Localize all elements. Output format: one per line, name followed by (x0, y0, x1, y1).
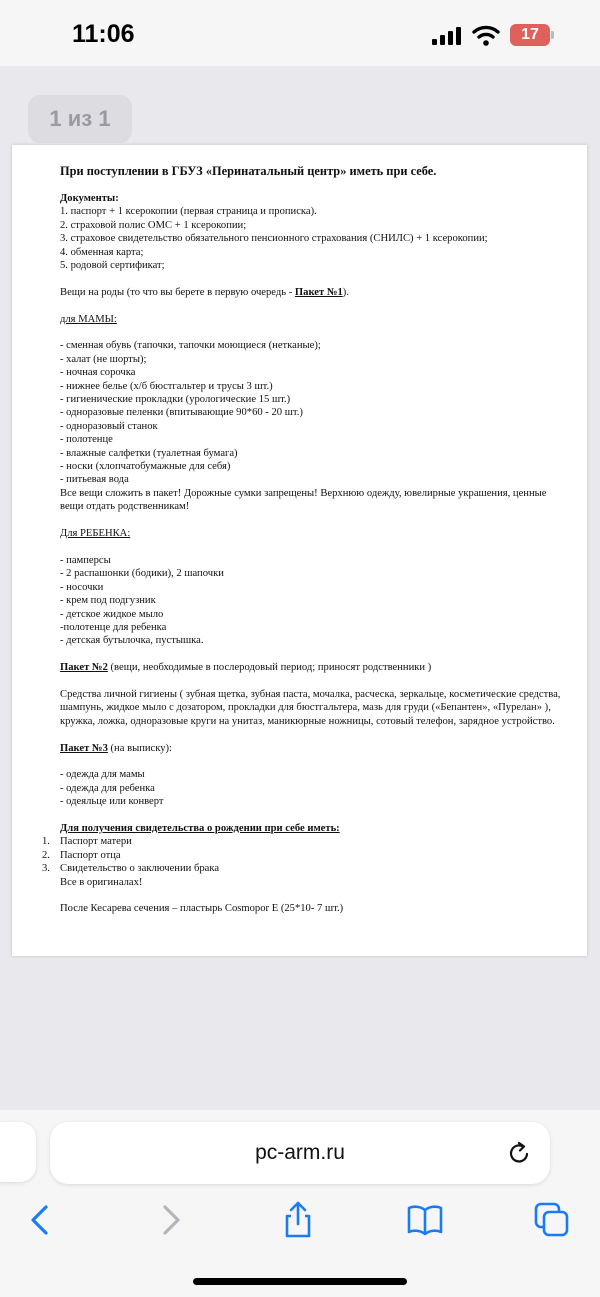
list-item: - крем под подгузник (60, 595, 156, 607)
list-item: - одежда для ребенка (60, 782, 155, 794)
list-item: - носочки (60, 581, 104, 593)
list-item: 1. паспорт + 1 ксерокопии (первая страница и прописка). (60, 206, 317, 218)
document-page (12, 145, 587, 956)
package1-intro: Вещи на роды (то что вы берете в первую очередь - (60, 286, 295, 298)
list-item: - халат (не шорты); (60, 353, 147, 365)
status-time: 11:06 (72, 20, 135, 48)
package1-line (60, 286, 570, 299)
package2-text: (вещи, необходимые в послеродовый период; приносят родственники ) (107, 662, 432, 674)
package1-label: Пакет №1 (294, 286, 343, 298)
list-item: 2. страховой полис ОМС + 1 ксерокопии; (60, 219, 247, 231)
list-item: - нижнее белье (х/б бюстгальтер и трусы 3 шт.) (60, 380, 273, 392)
cert-heading: Для получения свидетельства о рождении при себе иметь: (60, 822, 340, 834)
list-item: - полотенце (60, 434, 113, 446)
reload-icon[interactable] (505, 1139, 533, 1167)
list-item: - одноразовые пеленки (впитывающие 90*60 - 20 шт.) (60, 407, 303, 419)
hygiene-text: Средства личной гигиены ( зубная щетка, зубная паста, мочалка, расческа, зеркальце, косметические средства, шампунь, жидкое мыло с дозатором, прокладки для бюстгальтера, мазь для груди («Бепантен», «Пурелан» ), кружка, ложка, одноразовые круги на унитаз, маникюрные ножницы, сотовый телефон, зарядное устройство. (60, 688, 561, 727)
battery-level: 17 (510, 24, 550, 46)
list-item: 1. Паспорт матери (42, 836, 132, 848)
list-item: - гигиенические прокладки (урологические 15 шт.) (60, 394, 291, 406)
list-item: -полотенце для ребенка (60, 621, 167, 633)
package3-text: (на выписку): (107, 742, 172, 754)
list-item: - одежда для мамы (60, 769, 145, 781)
cesarean-note: После Кесарева сечения – пластырь Cosmopor E (25*10- 7 шт.) (60, 903, 344, 915)
home-indicator (193, 1278, 407, 1285)
list-item: - памперсы (60, 554, 111, 566)
list-item: - детская бутылочка, пустышка. (60, 635, 204, 647)
bookmarks-icon[interactable] (405, 1200, 445, 1240)
list-item: - одноразовый станок (60, 420, 158, 432)
package1-tail: ). (342, 286, 349, 298)
back-icon[interactable] (20, 1200, 60, 1240)
list-item: - ночная сорочка (60, 367, 136, 379)
previous-tab-address-bar[interactable] (0, 1122, 36, 1182)
cellular-signal-icon (432, 27, 462, 45)
address-bar[interactable] (50, 1122, 550, 1184)
mama-heading: для МАМЫ: (60, 313, 117, 325)
list-item: 3. Свидетельство о заключении брака (42, 863, 220, 875)
list-item: - носки (хлопчатобумажные для себя) (60, 461, 231, 473)
list-item: - питьевая вода (60, 474, 129, 486)
list-item: - 2 распашонки (бодики), 2 шапочки (60, 568, 224, 580)
document-title: При поступлении в ГБУЗ «Перинатальный центр» иметь при себе. (60, 164, 437, 178)
page-counter: 1 из 1 (28, 95, 132, 143)
forward-icon[interactable] (151, 1200, 191, 1240)
docs-heading: Документы: (60, 193, 119, 204)
originals-note: Все в оригиналах! (60, 876, 143, 888)
battery-icon (551, 31, 554, 39)
wifi-icon (472, 24, 500, 46)
package2-line (60, 661, 570, 674)
list-item: - сменная обувь (тапочки, тапочки моющиеся (нетканые); (60, 340, 321, 352)
package3-label: Пакет №3 (60, 742, 108, 754)
url-text[interactable]: pc-arm.ru (255, 1141, 345, 1164)
list-item: 4. обменная карта; (60, 246, 144, 258)
mama-note: Все вещи сложить в пакет! Дорожные сумки запрещены! Верхнюю одежду, ювелирные украшения, ценные вещи отдать родственникам! (60, 487, 547, 513)
package2-label: Пакет №2 (60, 662, 108, 674)
tabs-icon[interactable] (532, 1200, 572, 1240)
list-item: - одеяльце или конверт (60, 796, 164, 808)
list-item: 3. страховое свидетельство обязательного пенсионного страхования (СНИЛС) + 1 ксерокопии; (60, 233, 488, 245)
document-content (42, 163, 570, 916)
list-item: - детское жидкое мыло (60, 608, 164, 620)
list-item: - влажные салфетки (туалетная бумага) (60, 447, 238, 459)
list-item: 5. родовой сертификат; (60, 260, 165, 272)
cert-list (42, 835, 570, 875)
list-item: 2. Паспорт отца (42, 849, 121, 861)
share-icon[interactable] (278, 1200, 318, 1240)
package3-line (60, 742, 570, 755)
baby-heading: Для РЕБЕНКА: (60, 528, 131, 540)
status-bar (0, 0, 600, 66)
